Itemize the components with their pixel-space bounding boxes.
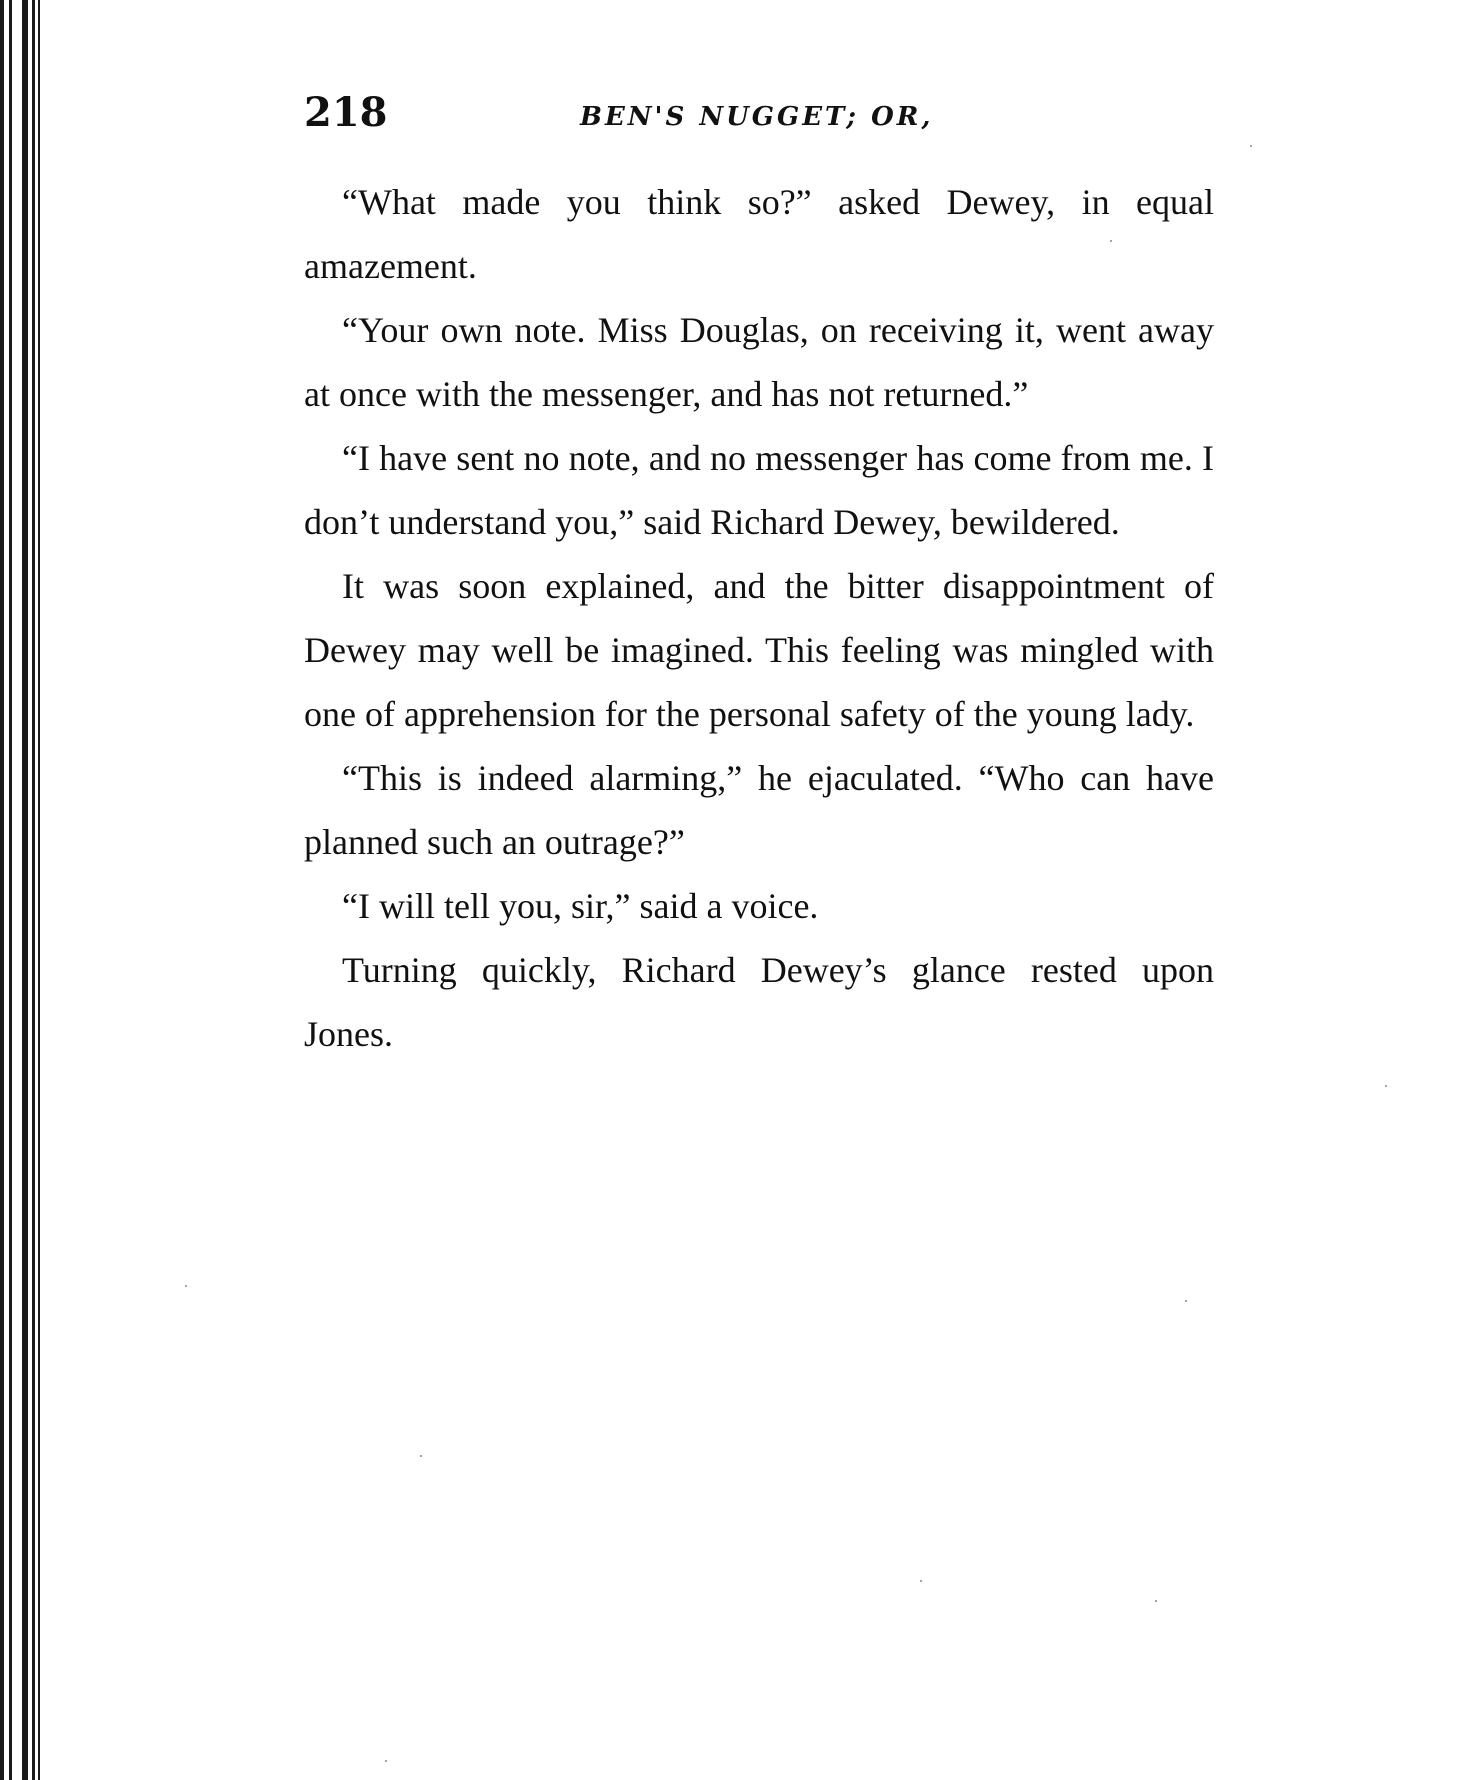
body-text [304,170,1214,1066]
paragraph: Turning quickly, Richard Dewey’s glance rested upon Jones. [304,950,1214,1054]
book-binding-edge [0,0,46,1780]
paragraph: “I have sent no note, and no messenger has come from me. I don’t understand you,” said Richard Dewey, bewildered. [304,438,1214,542]
paragraph: “This is indeed alarming,” he ejaculated. “Who can have planned such an outrage?” [304,758,1214,862]
paragraph: “I will tell you, sir,” said a voice. [342,886,819,926]
running-head: BEN'S NUGGET; OR, [580,102,934,132]
paragraph: “Your own note. Miss Douglas, on receiving it, went away at once with the messenger, and has not returned.” [304,310,1214,414]
paragraph: It was soon explained, and the bitter disappointment of Dewey may well be imagined. This feeling was mingled with one of apprehension for the personal safety of the young lady. [304,566,1214,734]
page-number: 218 [304,89,388,136]
page-header [304,88,1214,138]
paragraph: “What made you think so?” asked Dewey, in equal amazement. [304,182,1214,286]
